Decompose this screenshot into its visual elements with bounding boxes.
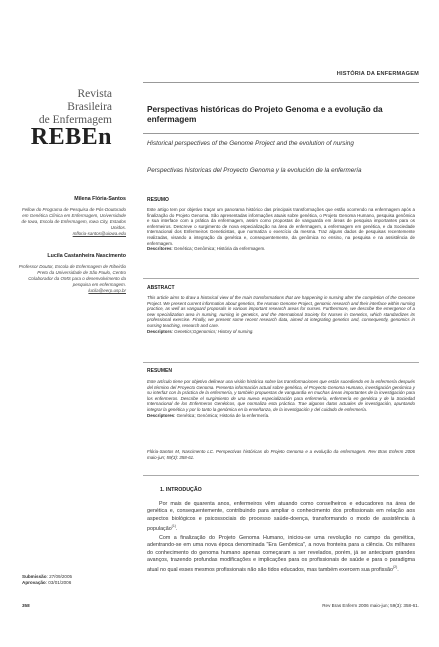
citation: Flória-Santos M, Nascimento LC. Perspectivas históricas do Projeto Genoma e a evolução da enfermagem. Rev Bras Enferm 2006 maio-jun; 59(3): 358-61. [147, 449, 415, 460]
journal-acronym: REBEn [30, 124, 112, 150]
author-name: Lucila Castanheira Nascimento [47, 253, 126, 259]
intro-paragraph-1: Por mais de quarenta anos, enfermeiros vêm atuando como conselheiros e educadores na área de genética e, consequentemente, contribuindo para ampliar o conhecimento dos profissionais em relação aos aspectos biológicos e psicossociais do processo saúde-doença, transformando o modo de assistência à população$^{(1)}$. [147, 501, 415, 532]
author-email[interactable]: mfloria-santos@uiowa.edu [72, 231, 126, 236]
title-english: Historical perspectives of the Genome Project and the evolution of nursing [147, 140, 354, 147]
author-name: Milena Flória-Santos [74, 196, 126, 202]
section-label: HISTÓRIA DA ENFERMAGEM [336, 71, 419, 77]
journal-name-line2: Brasileira [67, 101, 112, 113]
intro-heading: 1. INTRODUÇÃO [160, 487, 202, 493]
divider [143, 278, 419, 279]
submission-label: Submissão [22, 574, 47, 579]
article-title: Perspectivas históricas do Projeto Genoma e a evolução da enfermagem [147, 104, 383, 124]
header-rule [143, 82, 419, 83]
author-2 [16, 253, 126, 294]
keywords-label: Descriptors [147, 328, 172, 334]
abstract-heading: ABSTRACT [147, 285, 175, 291]
resumo-text: Este artigo tem por objetivo traçar um panorama histórico das principais transformações que estão ocorrendo na enfermagem após a finalização do Projeto Genoma. São apresentadas informações atuais sobre genética, o Projeto Genoma Humano, pesquisa genômica e sua interface com a prática da enfermagem, assim como propostas de vanguarda em áreas de pesquisa importantes para os enfermeiros. Descreve o surgimento de nova especialização na área de enfermagem, a enfermagem em genética, e da Sociedade Internacional dos Enfermeiros Geneticistas, que normatiza o exercício da mesma. Traz alguns dados de pesquisas recentemente realizadas, visando a integração da genética e, consequentemente, da genômica no ensino, na pesquisa e na assistência de enfermagem. Descritores: Genética; Genômica; História da enfermagem. [147, 207, 415, 252]
divider [143, 362, 419, 363]
divider [143, 475, 419, 476]
journal-reference: Rev Bras Enferm 2006 maio-jun; 59(3): 358-61. [322, 603, 419, 608]
journal-name-line3: de Enfermagem [38, 114, 112, 126]
resumen-heading: RESUMEN [147, 368, 173, 374]
title-spanish: Perspectivas historicas del Proyecto Genoma y la evolución de la enfermería [147, 167, 362, 174]
author-affiliation: Fellow do Programa de Pesquisa de Pós-Doutorado em Genética Clínica em Enfermagem, Universidade de Iowa, Escola de Enfermagem, Iowa City, Estados Unidos. [21, 207, 126, 230]
submission-dates: Submissão: 27/09/2005 Aprovação: 03/01/2006 [22, 574, 73, 586]
author-1 [16, 196, 126, 237]
approval-label: Aprovação [22, 580, 46, 586]
page-number: 358 [22, 603, 30, 608]
title-rule [143, 133, 419, 134]
keywords-label: Descriptores [147, 412, 175, 418]
keywords-label: Descritores [147, 246, 172, 252]
resumo-heading: RESUMO [147, 197, 169, 203]
author-affiliation: Professor Doutor, Escola de Enfermagem de Ribeirão Preto da Universidade de São Paulo, Centro Colaborador da OMS para o desenvolvimento da pesquisa em enfermagem. [18, 264, 126, 287]
abstract-text: This article aims to draw a historical view of the main transformations that are happening in nursing after the completion of the Genome Project. We present current information about genetics, the Human Genome Project, genomic research and their interface within nursing practice, as well as vanguard proposals in various important research areas for nurses. Furthermore, we describe the emergence of a new specialization area in nursing, nursing in genetics, and the International Society for Nurses in Genetics, which standardizes its professional exercise. Finally, we present some recent research data, aimed at integrating genetics and, consequently, genomics in nursing teaching, research and care. Descriptors: Genetics;Ggenomics; History of nursing. [147, 295, 415, 334]
intro-paragraph-2: Com a finalização do Projeto Genoma Humano, iniciou-se uma revolução no campo da genética, adentrando-se em uma nova época denominada "Era Genômica", a nova fronteira para a ciência. Os milhares do conhecimento do genoma humano apenas começaram a ser revelados, porém, já se antecipam grandes avanços, trazendo profundas modificações e implicações para os profissionais de saúde e para o paradigma atual no qual esses mesmos profissionais não são tidos educados, mas também exercem sua profissão$^{(2)}$. [147, 535, 415, 573]
journal-name-line1: Revista [77, 88, 112, 100]
author-email[interactable]: lucila@eerp.usp.br [88, 288, 126, 293]
resumen-text: Este artículo tiene por objetivo delinear una visión histórica sobre las transformaciones que están sucediendo en la enfermería después del término del Proyecto Genoma. Presenta información actual sobre genética, el Proyecto Genoma Humano, investigación genómica y su interfaz con la práctica de la enfermería, y también propuestas de vanguardia en muchas áreas importantes de la investigación para los enfermeros. Describe el surgimiento de una nueva especialización para enfermería, enfermería en genética y de la Sociedad Internacional de los Enfermeros Genéticos, que normaliza esta práctica. Trae algunos datos actuales de investigación, apuntando integrar la genética y por lo tanto la genómica en la enseñanza, de la investigación y del cuidado de enfermería. Descriptores: Genética; Genómica; Historia de la enfermería. [147, 379, 415, 418]
